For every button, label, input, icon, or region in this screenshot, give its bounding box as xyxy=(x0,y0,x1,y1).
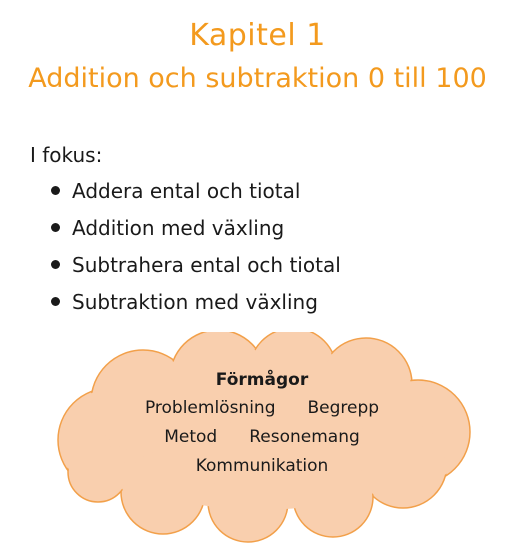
chapter-title: Kapitel 1 xyxy=(189,18,326,53)
focus-item-label: Addition med växling xyxy=(72,216,285,240)
focus-list xyxy=(45,176,341,324)
abilities-row xyxy=(48,398,476,418)
focus-list-item xyxy=(45,213,341,250)
bullet-icon xyxy=(51,223,60,232)
ability-problem-solving: Problemlösning xyxy=(144,398,276,418)
focus-heading: I fokus: xyxy=(30,143,103,167)
bullet-icon xyxy=(51,186,60,195)
ability-reasoning: Resonemang xyxy=(249,427,360,447)
ability-concepts: Begrepp xyxy=(307,398,380,418)
focus-list-item xyxy=(45,287,341,324)
abilities-box xyxy=(48,332,476,544)
focus-item-label: Subtrahera ental och tiotal xyxy=(72,253,341,277)
focus-list-item xyxy=(45,176,341,213)
ability-communication: Kommunikation xyxy=(195,456,329,476)
abilities-row xyxy=(48,427,476,447)
bullet-icon xyxy=(51,260,60,269)
bullet-icon xyxy=(51,297,60,306)
focus-item-label: Subtraktion med växling xyxy=(72,290,318,314)
focus-list-item xyxy=(45,250,341,287)
abilities-title: Förmågor xyxy=(215,370,309,390)
ability-method: Metod xyxy=(164,427,218,447)
abilities-row xyxy=(48,456,476,476)
chapter-subtitle: Addition och subtraktion 0 till 100 xyxy=(28,63,487,94)
focus-item-label: Addera ental och tiotal xyxy=(72,179,301,203)
